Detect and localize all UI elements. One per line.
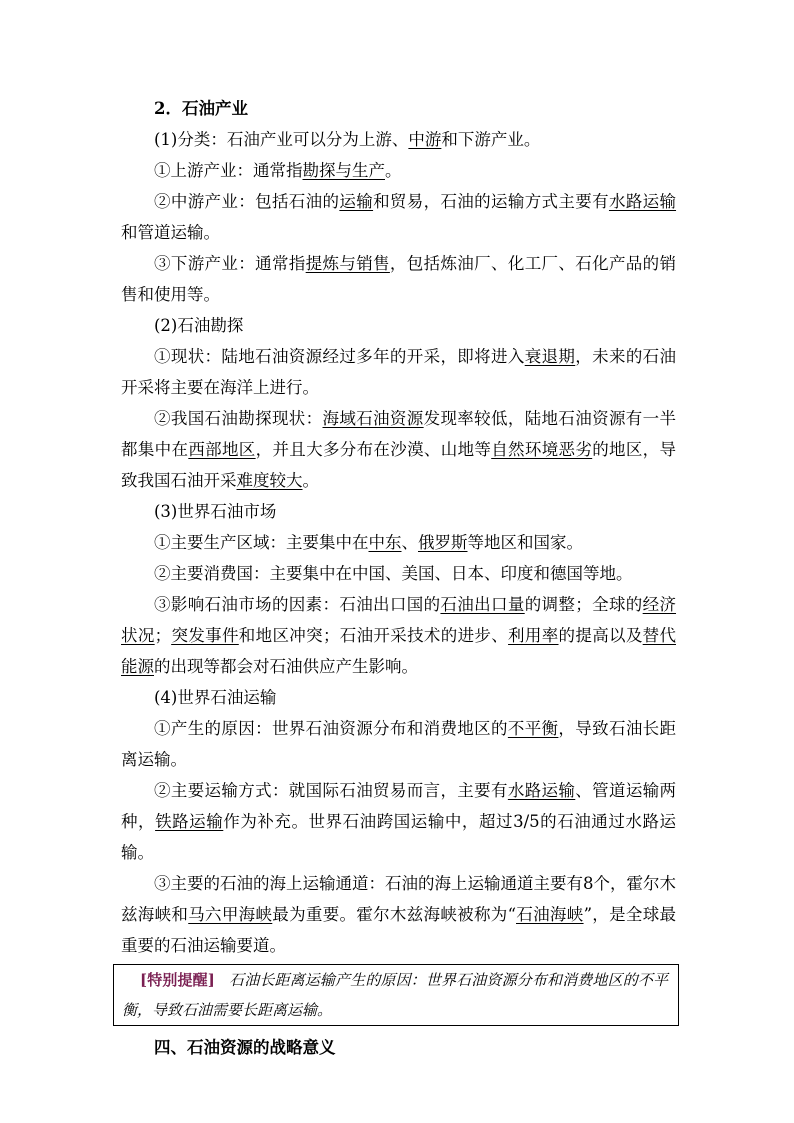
- consumers-paragraph: ②主要消费国：主要集中在中国、美国、日本、印度和德国等地。: [154, 564, 633, 583]
- transport-cause-paragraph: [121, 713, 676, 775]
- text-run: ，未来的石油开采将主要在海洋上进行。: [121, 347, 677, 397]
- text-run: ①现状：陆地石油资源经过多年的开采，即将进入: [154, 347, 525, 366]
- underlined-term: 自然环境恶劣: [491, 440, 593, 459]
- production-regions-paragraph: [121, 527, 676, 558]
- downstream-paragraph: [121, 248, 676, 310]
- text-run: (1)分类：石油产业可以分为上游、: [154, 130, 409, 149]
- underlined-term: 石油出口量: [440, 595, 525, 614]
- text-run: 。: [385, 161, 402, 180]
- underlined-term: 水路运输: [507, 781, 576, 800]
- upstream-paragraph: [121, 155, 676, 186]
- underlined-term: 海域石油资源: [322, 409, 424, 428]
- underlined-term: 石油海峡: [516, 905, 584, 924]
- text-run: 的调整；全球的: [524, 595, 643, 614]
- text-run: 、管道运输两种，: [121, 781, 677, 831]
- text-run: 发现率较低，陆地石油资源有一半都集中在: [121, 409, 677, 459]
- text-run: 和地区冲突；石油开采技术的进步、: [238, 626, 509, 645]
- exploration-heading: (2)石油勘探: [154, 316, 244, 335]
- text-run: 。: [302, 471, 319, 490]
- underlined-term: 突发事件: [171, 626, 239, 645]
- special-reminder-tag: [特别提醒]: [140, 971, 215, 989]
- underlined-term: 勘探与生产: [302, 161, 385, 180]
- factors-paragraph: [121, 589, 676, 682]
- text-run: ①产生的原因：世界石油资源分布和消费地区的: [154, 719, 508, 738]
- transport-modes-paragraph: [121, 775, 676, 868]
- underlined-term: 衰退期: [524, 347, 576, 366]
- text-run: 的提高以及: [558, 626, 643, 645]
- underlined-term: 西部地区: [188, 440, 256, 459]
- text-run: ；: [154, 626, 172, 645]
- next-section-heading: 四、石油资源的战略意义: [154, 1038, 336, 1057]
- underlined-term: 提炼与销售: [305, 254, 390, 273]
- exploration-status-paragraph: [121, 341, 676, 403]
- market-heading: (3)世界石油市场: [154, 502, 277, 521]
- underlined-term: 运输: [339, 192, 374, 211]
- sea-routes-paragraph: [121, 868, 676, 961]
- special-reminder-box: [113, 964, 679, 1026]
- text-run: ，导致石油长距离运输。: [121, 719, 677, 769]
- text-run: ，包括炼油厂、化工厂、石化产品的销售和使用等。: [121, 254, 677, 304]
- underlined-term: 俄罗斯: [418, 533, 468, 552]
- section-title: 2．石油产业: [154, 99, 248, 118]
- text-run: ①上游产业：通常指: [154, 161, 303, 180]
- document-body: [121, 93, 676, 1063]
- text-run: 最为重要。霍尔木兹海峡被称为“: [272, 905, 517, 924]
- text-run: 和下游产业。: [441, 130, 541, 149]
- underlined-term: 铁路运输: [155, 812, 224, 831]
- midstream-paragraph: [121, 186, 676, 248]
- text-run: ①主要生产区域：主要集中在: [154, 533, 369, 552]
- text-run: ”，是全球最重要的石油运输要道。: [121, 905, 677, 955]
- text-run: ③主要的石油的海上运输通道：石油的海上运输通道主要有8个，霍尔木兹海峡和: [121, 874, 676, 924]
- text-run: ③影响石油市场的因素：石油出口国的: [154, 595, 441, 614]
- underlined-term: 马六甲海峡: [188, 905, 273, 924]
- text-run: ②中游产业：包括石油的: [154, 192, 340, 211]
- text-run: 、: [401, 533, 418, 552]
- underlined-term: 不平衡: [507, 719, 559, 738]
- underlined-term: 经济状况: [121, 595, 677, 645]
- underlined-term: 难度较大: [236, 471, 303, 490]
- text-run: ，并且大多分布在沙漠、山地等: [255, 440, 492, 459]
- china-exploration-paragraph: [121, 403, 676, 496]
- classification-paragraph: [121, 124, 676, 155]
- text-run: ③下游产业：通常指: [154, 254, 306, 273]
- special-reminder-text: 石油长距离运输产生的原因：世界石油资源分布和消费地区的不平衡，导致石油需要长距离运输。: [122, 971, 668, 1019]
- underlined-term: 水路运输: [608, 192, 677, 211]
- underlined-term: 替代能源: [121, 626, 676, 676]
- text-run: 等地区和国家。: [467, 533, 583, 552]
- text-run: 和贸易，石油的运输方式主要有: [373, 192, 609, 211]
- text-run: 和管道运输。: [121, 223, 220, 242]
- underlined-term: 中东: [368, 533, 402, 552]
- text-run: 的地区，导致我国石油开采: [121, 440, 676, 490]
- transport-heading: (4)世界石油运输: [154, 688, 277, 707]
- underlined-term: 中游: [408, 130, 442, 149]
- text-run: 作为补充。世界石油跨国运输中，超过3/5的石油通过水路运输。: [121, 812, 676, 862]
- underlined-term: 利用率: [508, 626, 559, 645]
- text-run: ②主要运输方式：就国际石油贸易而言，主要有: [154, 781, 508, 800]
- text-run: 的出现等都会对石油供应产生影响。: [154, 657, 418, 676]
- text-run: ②我国石油勘探现状：: [154, 409, 323, 428]
